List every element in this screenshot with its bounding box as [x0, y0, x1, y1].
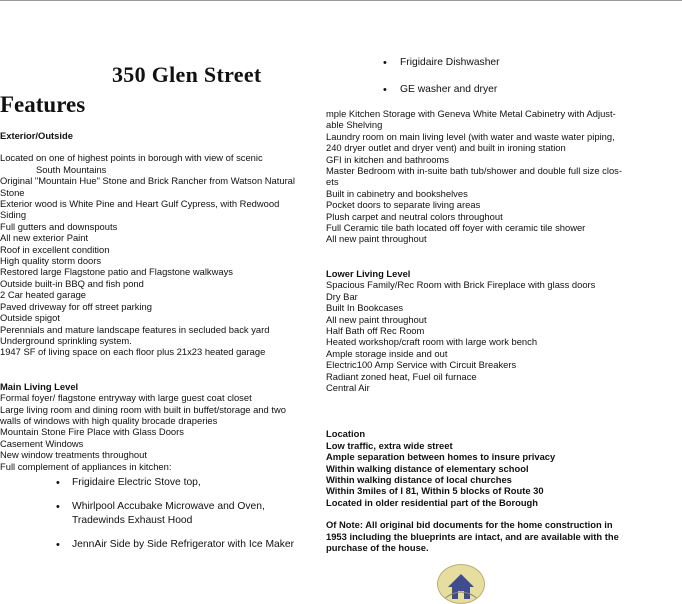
- top-border: [0, 0, 682, 1]
- list-item: Exterior wood is White Pine and Heart Gulf Cypress, with Redwood: [0, 198, 280, 210]
- list-item: High quality storm doors: [0, 255, 102, 267]
- list-item: Within walking distance of elementary school: [326, 462, 529, 474]
- note-line: purchase of the house.: [326, 542, 429, 553]
- list-item: Outside built-in BBQ and fish pond: [0, 277, 144, 289]
- list-item: Radiant zoned heat, Fuel oil furnace: [326, 370, 477, 382]
- list-item: Spacious Family/Rec Room with Brick Fireplace with glass doors: [326, 279, 596, 291]
- list-item: able Shelving: [326, 119, 383, 131]
- list-item: Half Bath off Rec Room: [326, 324, 425, 336]
- list-item: 1947 SF of living space on each floor plus 21x23 heated garage: [0, 346, 266, 358]
- list-item: • Frigidaire Dishwasher: [380, 56, 500, 70]
- list-item: Formal foyer/ flagstone entryway with large guest coat closet: [0, 392, 252, 404]
- spacer: [326, 508, 656, 519]
- right-column: [326, 108, 656, 553]
- features-heading: Features: [0, 92, 86, 117]
- list-item: Full Ceramic tile bath located off foyer with ceramic tile shower: [326, 222, 586, 234]
- list-item: South Mountains: [36, 163, 107, 175]
- list-item: Dry Bar: [326, 290, 358, 302]
- list-item: Located in older residential part of the Borough: [326, 496, 538, 508]
- list-item: All new exterior Paint: [0, 232, 89, 244]
- list-item: Perennials and mature landscape features in secluded back yard: [0, 323, 270, 335]
- location-heading: Location: [326, 428, 366, 440]
- note-line: Of Note: All original bid documents for the home construction in: [326, 519, 613, 531]
- house-seal-icon: [437, 564, 485, 604]
- list-item: Mountain Stone Fire Place with Glass Doors: [0, 426, 184, 438]
- note-line: 1953 including the blueprints are intact, and are available with the: [326, 530, 619, 542]
- lower-living-heading: Lower Living Level: [326, 267, 411, 279]
- list-item: Ample storage inside and out: [326, 347, 448, 359]
- list-item: New window treatments throughout: [0, 449, 147, 461]
- list-item: Built In Bookcases: [326, 302, 404, 314]
- list-item: Outside spigot: [0, 312, 60, 324]
- list-item: Full gutters and downspouts: [0, 220, 118, 232]
- list-item: • Frigidaire Electric Stove top,: [0, 476, 318, 490]
- house-seal-graphic: [438, 565, 484, 603]
- list-item: ets: [326, 176, 339, 188]
- list-item: 2 Car heated garage: [0, 289, 87, 301]
- page-title: 350 Glen Street: [112, 62, 262, 87]
- main-living-heading: Main Living Level: [0, 380, 79, 392]
- list-item: Stone: [0, 186, 25, 198]
- kitchen-appliance-list: [0, 476, 318, 552]
- exterior-heading: Exterior/Outside: [0, 130, 73, 141]
- list-item: Within 3miles of I 81, Within 5 blocks of Route 30: [326, 485, 544, 497]
- list-item: Built in cabinetry and bookshelves: [326, 187, 468, 199]
- list-item: All new paint throughout: [326, 233, 427, 245]
- spacer: [0, 358, 318, 381]
- list-item: GFI in kitchen and bathrooms: [326, 153, 449, 165]
- list-item: • Whirlpool Accubake Microwave and Oven, Tradewinds Exhaust Hood: [0, 500, 318, 528]
- list-item: Low traffic, extra wide street: [326, 439, 453, 451]
- list-item: Pocket doors to separate living areas: [326, 199, 481, 211]
- list-item: Underground sprinkling system.: [0, 334, 132, 346]
- list-item: Located on one of highest points in borough with view of scenic: [0, 152, 263, 164]
- list-item: Paved driveway for off street parking: [0, 300, 152, 312]
- left-column: [0, 130, 318, 562]
- list-item: • JennAir Side by Side Refrigerator with Ice Maker: [0, 538, 318, 552]
- list-item: walls of windows with high quality brocade draperies: [0, 414, 218, 426]
- list-item: Casement Windows: [0, 437, 84, 449]
- list-item: Original "Mountain Hue" Stone and Brick Rancher from Watson Natural: [0, 175, 295, 187]
- list-item: Large living room and dining room with built in buffet/storage and two: [0, 403, 286, 415]
- list-item: Central Air: [326, 381, 370, 393]
- spacer: [326, 393, 656, 428]
- list-item: Siding: [0, 209, 27, 221]
- list-item: Roof in excellent condition: [0, 243, 110, 255]
- list-item: Laundry room on main living level (with water and waste water piping,: [326, 130, 615, 142]
- list-item: Plush carpet and neutral colors throughout: [326, 210, 503, 222]
- list-item: Ample separation between homes to insure privacy: [326, 451, 556, 463]
- list-item: Full complement of appliances in kitchen:: [0, 460, 172, 472]
- list-item: Electric100 Amp Service with Circuit Breakers: [326, 359, 517, 371]
- list-item: Master Bedroom with in-suite bath tub/shower and double full size clos-: [326, 165, 622, 177]
- list-item: 240 dryer outlet and dryer vent) and built in ironing station: [326, 142, 566, 154]
- spacer: [326, 245, 656, 268]
- top-appliance-list: [380, 56, 500, 110]
- list-item: • GE washer and dryer: [380, 83, 500, 97]
- list-item: mple Kitchen Storage with Geneva White Metal Cabinetry with Adjust-: [326, 108, 616, 119]
- list-item: Restored large Flagstone patio and Flagstone walkways: [0, 266, 233, 278]
- list-item: Heated workshop/craft room with large work bench: [326, 336, 538, 348]
- list-item: All new paint throughout: [326, 313, 427, 325]
- list-item: Within walking distance of local churches: [326, 473, 512, 485]
- spacer: [0, 141, 318, 152]
